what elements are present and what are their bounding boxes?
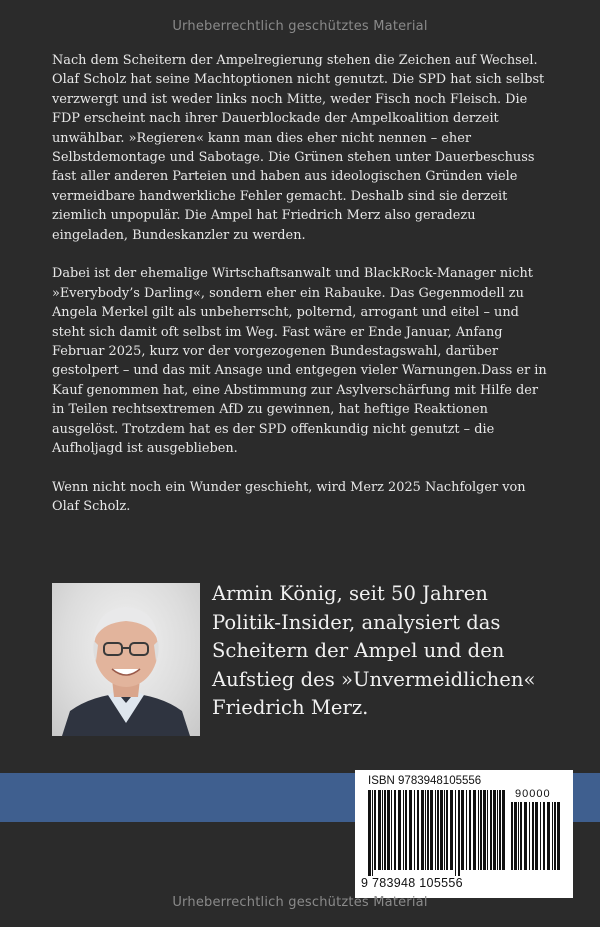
- price-addon-barcode: [511, 802, 563, 876]
- blurb-paragraph: Nach dem Scheitern der Ampelregierung stehen die Zeichen auf Wechsel. Olaf Scholz hat seine Machtoptionen nicht genutzt. Die SPD hat sich selbst verzwergt und ist weder links noch Mitte, weder Fisch noch Fleisch. Die FDP erscheint nach ihrer Dauerblockade der Ampelkoalition derzeit unwählbar. »Regieren« kann man dies eher nicht nennen – eher Selbstdemontage und Sabotage. Die Grünen stehen unter Dauerbeschuss fast aller anderen Parteien und haben aus ideologischen Gründen viele vermeidbare handwerkliche Fehler gemacht. Deshalb sind sie derzeit ziemlich unpopulär. Die Ampel hat Friedrich Merz also geradezu eingeladen, Bundeskanzler zu werden.: [52, 53, 545, 243]
- blurb-paragraph: Dabei ist der ehemalige Wirtschaftsanwalt und BlackRock-Manager nicht »Everybody’s Darling«, sondern eher ein Rabauke. Das Gegenmodell zu Angela Merkel gilt als unbeherrscht, polternd, arrogant und eitel – und steht sich damit oft selbst im Weg. Fast wäre er Ende Januar, Anfang Februar 2025, kurz vor der vorgezogenen Bundestagswahl, darüber gestolpert – und das mit Ansage und entgegen vieler Warnungen.Dass er in Kauf genommen hat, eine Abstimmung zur Asylverschärfung mit Hilfe der in Teilen rechtsextremen AfD zu gewinnen, hat heftige Reaktionen ausgelöst. Trotzdem hat es der SPD offenkundig nicht genutzt – die Aufholjagd ist ausgeblieben.: [52, 266, 547, 457]
- isbn-barcode: [368, 790, 506, 876]
- blurb-paragraph: Wenn nicht noch ein Wunder geschieht, wird Merz 2025 Nachfolger von Olaf Scholz.: [52, 479, 526, 515]
- watermark-bottom: Urheberrechtlich geschütztes Material: [172, 895, 428, 910]
- barcode-digits: 9 783948 105556: [361, 876, 463, 890]
- price-addon-digits: 90000: [515, 788, 551, 800]
- author-photo: [52, 583, 200, 736]
- author-bio: Armin König, seit 50 Jahren Politik-Insider, analysiert das Scheitern der Ampel und den Aufstieg des »Unvermeidlichen« Friedrich Merz.: [212, 582, 536, 719]
- watermark-top: Urheberrechtlich geschütztes Material: [172, 19, 428, 34]
- isbn-barcode-box: [355, 770, 573, 898]
- back-cover-blurb: [52, 51, 552, 536]
- isbn-label: ISBN 9783948105556: [368, 775, 482, 787]
